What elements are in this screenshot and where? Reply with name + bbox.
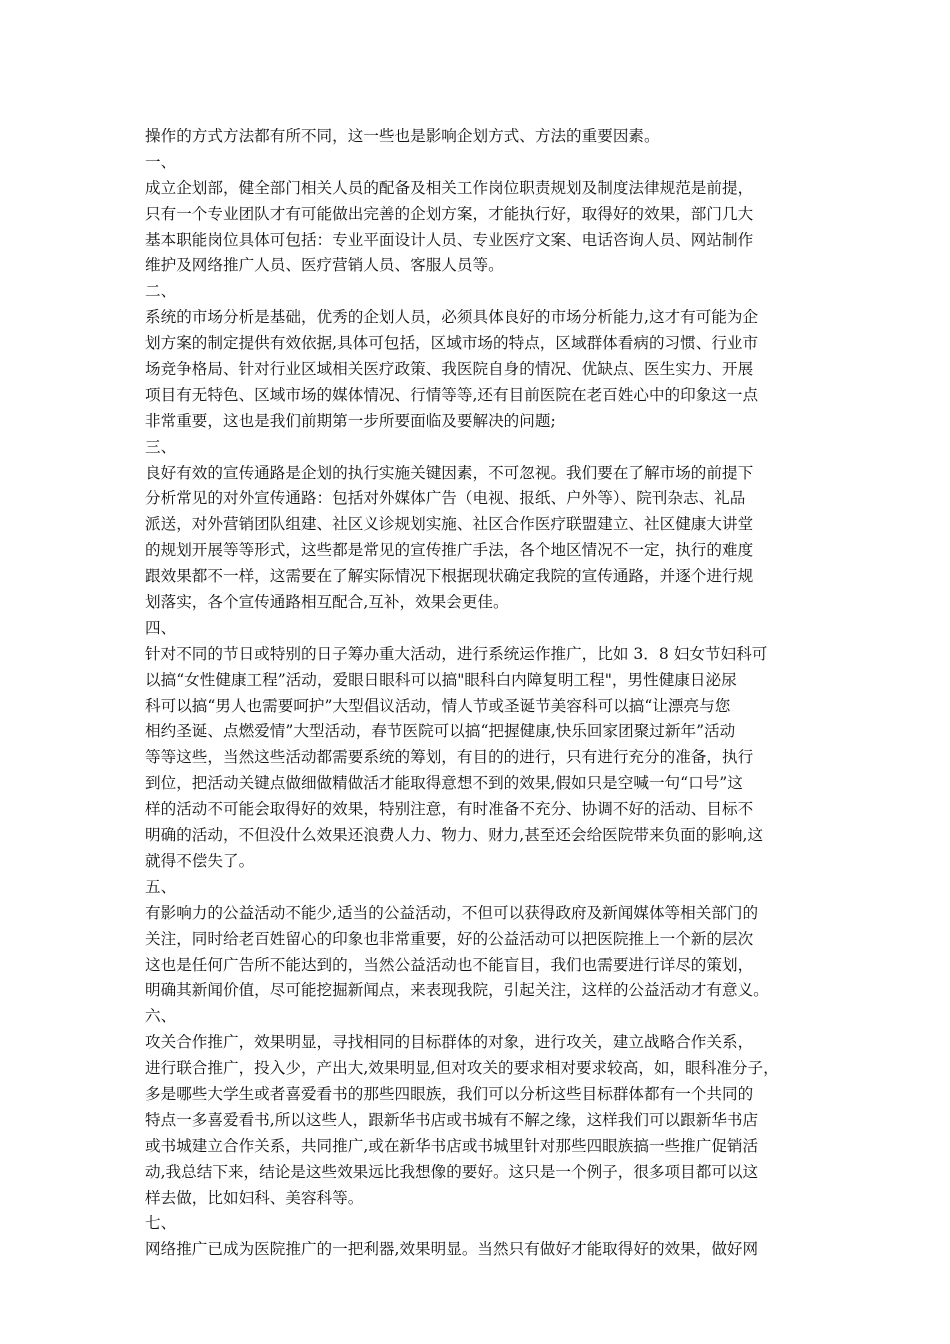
text-line: 基本职能岗位具体可包括：专业平面设计人员、专业医疗文案、电话咨询人员、网站制作 bbox=[145, 230, 754, 249]
text-line: 明确的活动，不但没什么效果还浪费人力、物力、财力,甚至还会给医院带来负面的影响,这 bbox=[145, 826, 764, 845]
section-heading-5: 五、 bbox=[145, 877, 177, 896]
text-line: 良好有效的宣传通路是企划的执行实施关键因素，不可忽视。我们要在了解市场的前提下 bbox=[145, 463, 754, 482]
text-line: 进行联合推广，投入少，产出大,效果明显,但对攻关的要求相对要求较高，如，眼科准分子， bbox=[145, 1059, 779, 1078]
text-line: 网络推广已成为医院推广的一把利器,效果明显。当然只有做好才能取得好的效果，做好网 bbox=[145, 1240, 759, 1259]
text-line: 场竞争格局、针对行业区域相关医疗政策、我医院自身的情况、优缺点、医生实力、开展 bbox=[145, 360, 754, 379]
text-line: 只有一个专业团队才有可能做出完善的企划方案，才能执行好，取得好的效果，部门几大 bbox=[145, 204, 754, 223]
text-line: 到位，把活动关键点做细做精做活才能取得意想不到的效果,假如只是空喊一句“口号”这 bbox=[145, 774, 743, 793]
text-line: 以搞“女性健康工程”活动，爱眼日眼科可以搞"眼科白内障复明工程"，男性健康日泌尿 bbox=[145, 670, 737, 689]
section-heading-1: 一、 bbox=[145, 152, 177, 171]
section-heading-6: 六、 bbox=[145, 1007, 177, 1026]
section-heading-4: 四、 bbox=[145, 618, 177, 637]
text-line: 项目有无特色、区域市场的媒体情况、行情等等,还有目前医院在老百姓心中的印象这一点 bbox=[145, 385, 759, 404]
text-line: 动,我总结下来，结论是这些效果远比我想像的要好。这只是一个例子，很多项目都可以这 bbox=[145, 1162, 759, 1181]
text-line: 就得不偿失了。 bbox=[145, 851, 255, 870]
text-line: 针对不同的节日或特别的日子筹办重大活动，进行系统运作推广，比如 3．8 妇女节妇科可 bbox=[145, 644, 768, 663]
section-heading-2: 二、 bbox=[145, 282, 177, 301]
text-line: 成立企划部，健全部门相关人员的配备及相关工作岗位职责规划及制度法律规范是前提， bbox=[145, 178, 754, 197]
text-line: 的规划开展等等形式，这些都是常见的宣传推广手法，各个地区情况不一定，执行的难度 bbox=[145, 541, 754, 560]
text-line: 维护及网络推广人员、医疗营销人员、客服人员等。 bbox=[145, 256, 504, 275]
text-line: 等等这些，当然这些活动都需要系统的筹划，有目的的进行，只有进行充分的准备，执行 bbox=[145, 748, 754, 767]
text-line: 这也是任何广告所不能达到的，当然公益活动也不能盲目，我们也需要进行详尽的策划， bbox=[145, 955, 754, 974]
text-line: 有影响力的公益活动不能少,适当的公益活动，不但可以获得政府及新闻媒体等相关部门的 bbox=[145, 903, 759, 922]
section-heading-3: 三、 bbox=[145, 437, 177, 456]
text-line: 明确其新闻价值，尽可能挖掘新闻点，来表现我院，引起关注，这样的公益活动才有意义。 bbox=[145, 981, 769, 1000]
text-line: 分析常见的对外宣传通路：包括对外媒体广告（电视、报纸、户外等）、院刊杂志、礼品 bbox=[145, 489, 746, 508]
text-line: 或书城建立合作关系，共同推广,或在新华书店或书城里针对那些四眼族搞一些推广促销活 bbox=[145, 1136, 759, 1155]
text-line: 特点一多喜爱看书,所以这些人，跟新华书店或书城有不解之缘，这样我们可以跟新华书店 bbox=[145, 1110, 759, 1129]
text-line: 科可以搞“男人也需要呵护”大型倡议活动，情人节或圣诞节美容科可以搞“让漂亮与您 bbox=[145, 696, 731, 715]
text-line: 非常重要，这也是我们前期第一步所要面临及要解决的问题; bbox=[145, 411, 556, 430]
text-line: 样去做，比如妇科、美容科等。 bbox=[145, 1188, 364, 1207]
text-line: 相约圣诞、点燃爱情”大型活动，春节医院可以搞“把握健康,快乐回家团聚过新年”活动 bbox=[145, 722, 736, 741]
text-line: 攻关合作推广，效果明显，寻找相同的目标群体的对象，进行攻关，建立战略合作关系， bbox=[145, 1033, 754, 1052]
text-line: 划方案的制定提供有效依据,具体可包括，区域市场的特点，区域群体看病的习惯、行业市 bbox=[145, 334, 759, 353]
text-line: 样的活动不可能会取得好的效果，特别注意，有时准备不充分、协调不好的活动、目标不 bbox=[145, 800, 754, 819]
section-heading-7: 七、 bbox=[145, 1214, 177, 1233]
text-line: 多是哪些大学生或者喜爱看书的那些四眼族，我们可以分析这些目标群体都有一个共同的 bbox=[145, 1084, 754, 1103]
text-line: 派送，对外营销团队组建、社区义诊规划实施、社区合作医疗联盟建立、社区健康大讲堂 bbox=[145, 515, 754, 534]
text-line: 关注，同时给老百姓留心的印象也非常重要，好的公益活动可以把医院推上一个新的层次 bbox=[145, 929, 754, 948]
text-line: 操作的方式方法都有所不同，这一些也是影响企划方式、方法的重要因素。 bbox=[145, 127, 660, 145]
document-body bbox=[145, 124, 810, 1263]
text-line: 跟效果都不一样，这需要在了解实际情况下根据现状确定我院的宣传通路，并逐个进行规 bbox=[145, 567, 754, 586]
text-line: 划落实，各个宣传通路相互配合,互补，效果会更佳。 bbox=[145, 593, 509, 612]
text-line: 系统的市场分析是基础，优秀的企划人员，必须具体良好的市场分析能力,这才有可能为企 bbox=[145, 308, 759, 327]
